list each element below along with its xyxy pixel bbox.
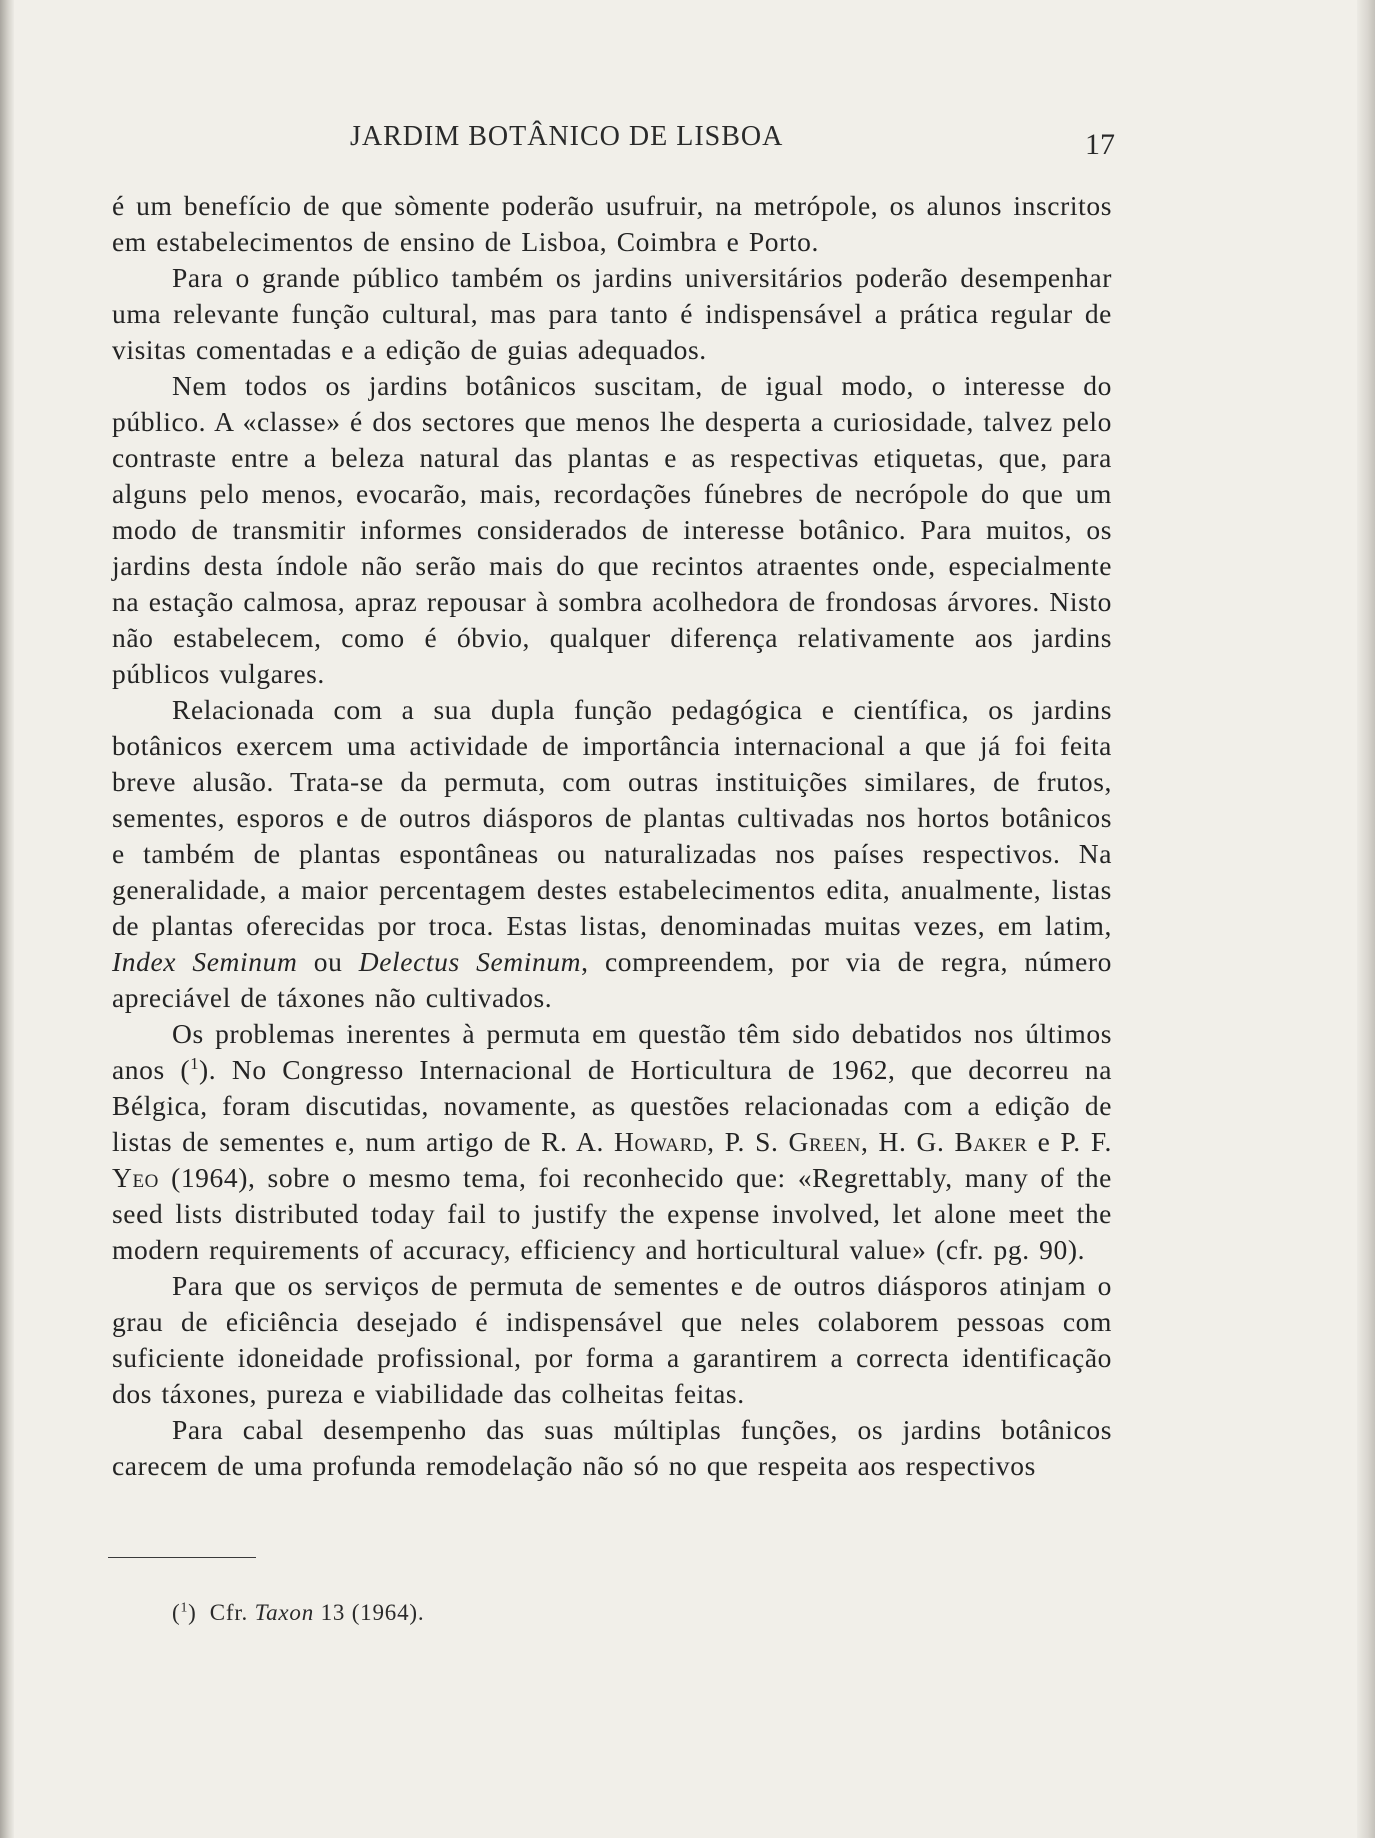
footnote-journal: Taxon xyxy=(254,1600,315,1625)
paragraph-4-text-b: ou xyxy=(297,946,359,977)
author-howard: R. A. Howard xyxy=(541,1126,708,1157)
author-separator: , xyxy=(860,1126,879,1157)
paragraph-6: Para que os serviços de permuta de sementes e de outros diásporos atinjam o grau de eficiência desejado é indispensável que neles colaborem pessoas com suficiente idoneidade profissional, por forma a garantirem a correcta identificação dos táxones, pureza e viabilidade das colheitas feitas. xyxy=(112,1270,1112,1409)
footnote-text-b: 13 (1964). xyxy=(314,1600,425,1625)
body-text xyxy=(112,188,1112,1484)
footnote: ($^1$) Cfr. Taxon 13 (1964). xyxy=(172,1599,425,1625)
paragraph-4 xyxy=(112,692,1112,1016)
paragraph-5-text-c: (1964), sobre o mesmo tema, foi reconhecido que: «Regrettably, many of the seed lists distributed today fail to justify the expense involved, let alone meet the modern requirements of accuracy, efficiency and horticultural value» (cfr. pg. 90). xyxy=(112,1162,1112,1265)
paragraph-5-text-b: ). No Congresso Internacional de Horticultura de 1962, que decorreu na Bélgica, foram discutidas, novamente, as questões relacionadas com a edição de listas de sementes e, num artigo de xyxy=(112,1054,1113,1157)
paragraph-7: Para cabal desempenho das suas múltiplas funções, os jardins botânicos carecem de uma profunda remodelação não só no que respeita aos respectivos xyxy=(112,1414,1112,1481)
paragraph-5-text-a: Os problemas inerentes à permuta em questão têm sido debatidos nos últimos anos ( xyxy=(112,1018,1112,1085)
author-green: P. S. Green xyxy=(724,1126,861,1157)
paragraph-5 xyxy=(112,1016,1112,1268)
page-number: 17 xyxy=(1085,128,1115,161)
footnote-marker: 1 xyxy=(180,1599,189,1615)
index-seminum-term: Index Seminum xyxy=(112,946,298,977)
author-yeo: P. F. Yeo xyxy=(112,1126,1112,1193)
page-spine-shadow xyxy=(0,0,14,1838)
author-separator: , xyxy=(707,1126,725,1157)
author-separator: e xyxy=(1027,1126,1061,1157)
footnote-divider xyxy=(108,1557,256,1558)
page-fore-edge xyxy=(1357,0,1375,1838)
paragraph-3: Nem todos os jardins botânicos suscitam, de igual modo, o interesse do público. A «classe» é dos sectores que menos lhe desperta a curiosidade, talvez pelo contraste entre a beleza natural das plantas e as respectivas etiquetas, que, para alguns pelo menos, evocarão, mais, recordações fúnebres de necrópole do que um modo de transmitir informes considerados de interesse botânico. Para muitos, os jardins desta índole não serão mais do que recintos atraentes onde, especialmente na estação calmosa, apraz repousar à sombra acolhedora de frondosas árvores. Nisto não estabelecem, como é óbvio, qualquer diferença relativamente aos jardins públicos vulgares. xyxy=(112,370,1112,689)
author-baker: H. G. Baker xyxy=(878,1126,1028,1157)
footnote-text-a: Cfr. xyxy=(209,1600,255,1625)
running-title: JARDIM BOTÂNICO DE LISBOA xyxy=(350,121,784,152)
footnote-reference[interactable]: 1 xyxy=(190,1053,200,1073)
paragraph-2: Para o grande público também os jardins universitários poderão desempenhar uma relevante função cultural, mas para tanto é indispensável a prática regular de visitas comentadas e a edição de guias adequados. xyxy=(112,262,1112,365)
paragraph-1: é um benefício de que sòmente poderão usufruir, na metrópole, os alunos inscritos em estabelecimentos de ensino de Lisboa, Coimbra e Porto. xyxy=(112,190,1112,257)
paragraph-4-text-c: , compreendem, por via de regra, número apreciável de táxones não cultivados. xyxy=(112,946,1112,1013)
delectus-seminum-term: Delectus Seminum xyxy=(358,946,582,977)
paragraph-4-text-a: Relacionada com a sua dupla função pedagógica e científica, os jardins botânicos exercem uma actividade de importância internacional a que já foi feita breve alusão. Trata-se da permuta, com outras instituições similares, de frutos, sementes, esporos e de outros diásporos de plantas cultivadas nos hortos botânicos e também de plantas espontâneas ou naturalizadas nos países respectivos. Na generalidade, a maior percentagem destes estabelecimentos edita, anualmente, listas de plantas oferecidas por troca. Estas listas, denominadas muitas vezes, em latim, xyxy=(112,694,1112,941)
